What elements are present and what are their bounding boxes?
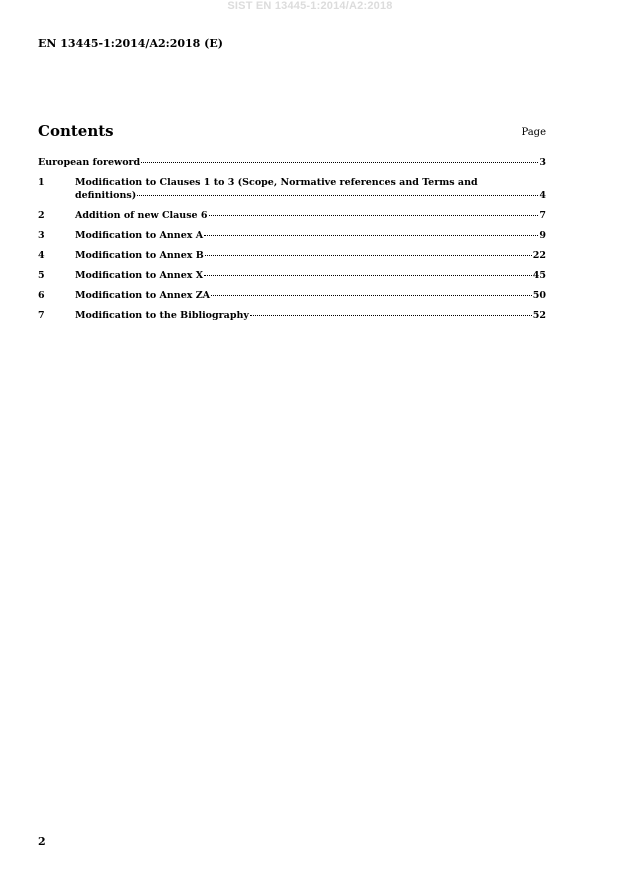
toc-entry-title-line1: Modification to Clauses 1 to 3 (Scope, Normative references and Terms and: [75, 177, 478, 188]
watermark: SIST EN 13445-1:2014/A2:2018: [227, 0, 393, 12]
page-column-label: Page: [521, 127, 546, 138]
toc-entry-page: 7: [539, 210, 546, 221]
toc-entry-number: 2: [38, 210, 45, 221]
toc-entry-page: 45: [532, 270, 546, 281]
toc-leader-dots: [211, 295, 532, 296]
toc-entry-7[interactable]: [38, 309, 546, 322]
toc-entry-number: 1: [38, 177, 45, 188]
toc-entry-title: Modification to Annex B: [75, 250, 204, 261]
toc-entry-number: 5: [38, 270, 45, 281]
toc-entry-1[interactable]: [38, 176, 546, 202]
toc-entry-title: Modification to Annex X: [75, 270, 204, 281]
toc-entry-title-line2: definitions): [75, 190, 137, 201]
toc-entry-6[interactable]: [38, 289, 546, 302]
toc-entry-page: 4: [539, 190, 546, 201]
document-id-header: EN 13445-1:2014/A2:2018 (E): [38, 37, 223, 50]
toc-entry-3[interactable]: [38, 229, 546, 242]
toc-entry-number: 4: [38, 250, 45, 261]
toc-entry-4[interactable]: [38, 249, 546, 262]
toc-leader-dots: [205, 255, 532, 256]
toc-entry-page: 9: [539, 230, 546, 241]
toc-entry-title: Addition of new Clause 6: [75, 210, 208, 221]
toc-leader-dots: [204, 235, 538, 236]
toc-entry-page: 52: [532, 310, 546, 321]
table-of-contents: [38, 156, 546, 322]
contents-heading: Contents: [38, 122, 114, 140]
toc-entry-title: Modification to Annex A: [75, 230, 204, 241]
toc-entry-page: 3: [539, 157, 546, 168]
toc-entry-title: Modification to the Bibliography: [75, 310, 249, 321]
toc-entry-title: Modification to Annex ZA: [75, 290, 211, 301]
toc-entry-page: 50: [532, 290, 546, 301]
toc-entry-number: 7: [38, 310, 45, 321]
toc-leader-dots: [250, 315, 532, 316]
toc-leader-dots: [141, 162, 538, 163]
toc-entry-european-foreword[interactable]: [38, 156, 546, 169]
page-number: 2: [38, 835, 46, 848]
toc-entry-2[interactable]: [38, 209, 546, 222]
toc-leader-dots: [137, 195, 538, 196]
toc-entry-title: European foreword: [38, 157, 141, 168]
toc-leader-dots: [209, 215, 539, 216]
toc-leader-dots: [204, 275, 532, 276]
toc-entry-number: 3: [38, 230, 45, 241]
toc-entry-5[interactable]: [38, 269, 546, 282]
toc-entry-page: 22: [532, 250, 546, 261]
toc-entry-number: 6: [38, 290, 45, 301]
